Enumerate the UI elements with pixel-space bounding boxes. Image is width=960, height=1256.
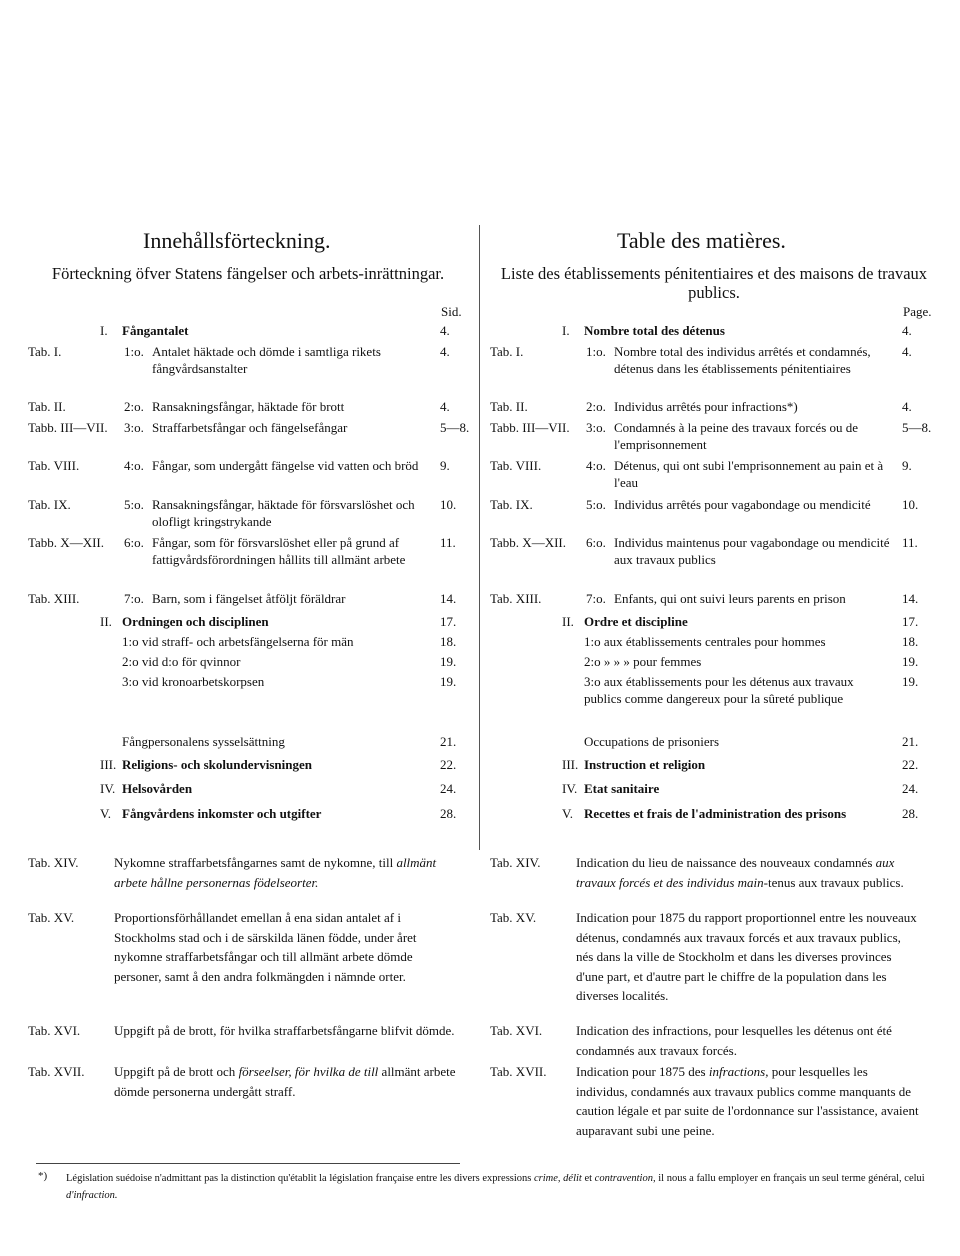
entry-text: 3:o vid kronoarbetskorpsen	[122, 674, 265, 689]
page-number: 4.	[440, 399, 450, 414]
table-ref: Tab. XIV.	[490, 855, 541, 870]
table-ref: Tab. VIII.	[490, 458, 542, 473]
table-ref: Tabb. X—XII.	[490, 535, 566, 550]
page-number: 22.	[902, 757, 919, 772]
description-text: Indication pour 1875 du rapport proportionnel entre les nouveaux détenus, condamnés aux travaux forcés et aux travaux publics, nés dans la ville de Stockholm et dans les diverses provinces d'une part, et d'autre part le chiffre de la population dans les diverses localités.	[576, 910, 917, 1003]
page-number: 21.	[440, 734, 457, 749]
entry-text: Fångar, som undergått fängelse vid vatten och bröd	[152, 458, 419, 473]
page-number: 4.	[902, 323, 912, 338]
page-number: 4.	[440, 344, 450, 359]
entry-text: Individus maintenus pour vagabondage ou mendicité aux travaux publics	[614, 535, 890, 567]
description-text: Uppgift på de brott och förseelser, för hvilka de till allmänt arbete dömde personerna undergått straff.	[114, 1064, 456, 1099]
section-subtitle: Förteckning öfver Statens fängelser och arbets-inrättningar.	[51, 264, 445, 283]
entry-text: Fångantalet	[122, 323, 189, 338]
entry-text: Ordre et discipline	[584, 614, 688, 629]
page-number: 24.	[902, 781, 919, 796]
footnote-text: Législation suédoise n'admittant pas la distinction qu'établit la législation française entre les divers expressions crime, délit et contravention, il nous a fallu employer en français un seul terme général, celui d'infraction.	[66, 1173, 925, 1201]
page-number: 5—8.	[902, 420, 932, 435]
entry-text: Occupations de prisoniers	[584, 734, 720, 749]
page-number: 5—8.	[440, 420, 470, 435]
page-title: Table des matières.	[617, 228, 786, 253]
entry-number: V.	[100, 806, 111, 821]
entry-number: 3:o.	[124, 420, 144, 435]
entry-text: Religions- och skolundervisningen	[122, 757, 312, 772]
entry-text: Straffarbetsfångar och fängelsefångar	[152, 420, 348, 435]
entry-number: IV.	[100, 781, 116, 796]
entry-number: I.	[562, 323, 570, 338]
entry-text: 1:o aux établissements centrales pour hommes	[584, 634, 826, 649]
page-number: 18.	[902, 634, 919, 649]
page-number: 21.	[902, 734, 919, 749]
page-column-header: Sid.	[441, 304, 462, 319]
entry-text: Ransakningsfångar, häktade för försvarslöshet och olofligt kringstrykande	[152, 497, 415, 529]
entry-number: III.	[100, 757, 117, 772]
description-text: Proportionsförhållandet emellan å ena sidan antalet af i Stockholms stad och i de särskilda länen födde, under året nykomne straffarbetsfångar och till allmänt arbete dömde personer, samt å den andra folkmängden i nämnde orter.	[114, 910, 417, 984]
table-ref: Tabb. III—VII.	[28, 420, 108, 435]
entry-text: Fångpersonalens sysselsättning	[122, 734, 285, 749]
page-number: 14.	[902, 591, 919, 606]
page-number: 24.	[440, 781, 457, 796]
table-ref: Tab. XV.	[490, 910, 537, 925]
entry-number: 1:o.	[124, 344, 144, 359]
entry-number: 6:o.	[586, 535, 606, 550]
table-ref: Tab. XVII.	[28, 1064, 85, 1079]
section-subtitle: Liste des établissements pénitentiaires et des maisons de travaux publics.	[500, 264, 928, 302]
entry-number: III.	[562, 757, 579, 772]
description-text: Indication pour 1875 des infractions, pour lesquelles les individus, condamnés aux travaux publics comme manquants de caution légale et par suite de l'ordonnance sur l'assistance, avaient auparavant subi une peine.	[576, 1064, 919, 1138]
entry-number: I.	[100, 323, 108, 338]
entry-text: Condamnés à la peine des travaux forcés ou de l'emprisonnement	[614, 420, 859, 452]
entry-number: 2:o.	[124, 399, 144, 414]
entry-number: IV.	[562, 781, 578, 796]
entry-text: Nombre total des individus arrêtés et condamnés, détenus dans les établissements pénitentiaires	[614, 344, 871, 376]
page-number: 28.	[902, 806, 919, 821]
page-number: 19.	[902, 674, 919, 689]
page-number: 4.	[902, 399, 912, 414]
entry-text: Helsovården	[122, 781, 193, 796]
entry-number: 4:o.	[124, 458, 144, 473]
entry-number: 7:o.	[586, 591, 606, 606]
entry-text: 3:o aux établissements pour les détenus aux travaux publics comme dangereux pour la sûreté publique	[584, 674, 854, 706]
entry-text: Individus arrêtés pour vagabondage ou mendicité	[614, 497, 871, 512]
page-number: 19.	[440, 674, 457, 689]
entry-text: Antalet häktade och dömde i samtliga rikets fångvårdsanstalter	[152, 344, 381, 376]
entry-number: V.	[562, 806, 573, 821]
page-number: 19.	[440, 654, 457, 669]
entry-number: 5:o.	[586, 497, 606, 512]
description-text: Uppgift på de brott, för hvilka straffarbetsfångarne blifvit dömde.	[114, 1023, 455, 1038]
table-ref: Tab. I.	[490, 344, 524, 359]
entry-number: 4:o.	[586, 458, 606, 473]
page-number: 4.	[902, 344, 912, 359]
entry-text: Ordningen och disciplinen	[122, 614, 269, 629]
page-number: 19.	[902, 654, 919, 669]
page-column-header: Page.	[903, 304, 932, 319]
page-number: 11.	[440, 535, 456, 550]
table-ref: Tab. I.	[28, 344, 62, 359]
entry-text: Ransakningsfångar, häktade för brott	[152, 399, 345, 414]
page-number: 22.	[440, 757, 457, 772]
entry-text: Détenus, qui ont subi l'emprisonnement au pain et à l'eau	[614, 458, 884, 490]
entry-text: Enfants, qui ont suivi leurs parents en prison	[614, 591, 846, 606]
column-divider	[479, 225, 480, 850]
entry-text: Instruction et religion	[584, 757, 706, 772]
entry-text: 2:o vid d:o för qvinnor	[122, 654, 241, 669]
table-ref: Tab. XIII.	[28, 591, 80, 606]
entry-text: Recettes et frais de l'administration des prisons	[584, 806, 847, 821]
footnote	[38, 1170, 938, 1204]
footnote-rule	[36, 1163, 460, 1164]
entry-number: 2:o.	[586, 399, 606, 414]
entry-text: Individus arrêtés pour infractions*)	[614, 399, 798, 414]
page-title: Innehållsförteckning.	[143, 228, 331, 253]
table-ref: Tab. II.	[28, 399, 66, 414]
entry-number: 5:o.	[124, 497, 144, 512]
page-number: 17.	[440, 614, 457, 629]
description-text: Nykomne straffarbetsfångarnes samt de nykomne, till allmänt arbete hållne personernas födelseorter.	[114, 855, 437, 890]
entry-text: 1:o vid straff- och arbetsfängelserna för män	[122, 634, 354, 649]
table-ref: Tabb. X—XII.	[28, 535, 104, 550]
table-ref: Tab. II.	[490, 399, 528, 414]
page-number: 17.	[902, 614, 919, 629]
table-ref: Tab. XV.	[28, 910, 75, 925]
page-number: 9.	[902, 458, 912, 473]
page-number: 14.	[440, 591, 457, 606]
table-ref: Tab. XVI.	[490, 1023, 543, 1038]
description-text: Indication des infractions, pour lesquelles les détenus ont été condamnés aux travaux forcés.	[576, 1023, 892, 1058]
page-number: 10.	[902, 497, 919, 512]
page-number: 28.	[440, 806, 457, 821]
entry-number: 7:o.	[124, 591, 144, 606]
page-number: 11.	[902, 535, 918, 550]
entry-text: Barn, som i fängelset åtföljt föräldrar	[152, 591, 346, 606]
table-ref: Tab. XVII.	[490, 1064, 547, 1079]
page-number: 18.	[440, 634, 457, 649]
entry-text: 2:o » » » pour femmes	[584, 654, 702, 669]
table-ref: Tabb. III—VII.	[490, 420, 570, 435]
entry-number: 3:o.	[586, 420, 606, 435]
table-ref: Tab. VIII.	[28, 458, 80, 473]
page-number: 4.	[440, 323, 450, 338]
footnote-mark: *)	[38, 1170, 48, 1182]
entry-text: Fångar, som för försvarslöshet eller på grund af fattigvårdsförordningen hållits till allmänt arbete	[152, 535, 406, 567]
entry-text: Nombre total des détenus	[584, 323, 725, 338]
entry-number: II.	[100, 614, 112, 629]
table-ref: Tab. IX.	[490, 497, 533, 512]
entry-number: II.	[562, 614, 574, 629]
table-ref: Tab. XIV.	[28, 855, 79, 870]
table-ref: Tab. XIII.	[490, 591, 542, 606]
description-text: Indication du lieu de naissance des nouveaux condamnés aux travaux forcés et des individus main-tenus aux travaux publics.	[576, 855, 904, 890]
entry-text: Etat sanitaire	[584, 781, 660, 796]
table-ref: Tab. IX.	[28, 497, 71, 512]
entry-number: 1:o.	[586, 344, 606, 359]
page-number: 9.	[440, 458, 450, 473]
entry-number: 6:o.	[124, 535, 144, 550]
entry-text: Fångvårdens inkomster och utgifter	[122, 806, 322, 821]
table-ref: Tab. XVI.	[28, 1023, 81, 1038]
page-number: 10.	[440, 497, 457, 512]
